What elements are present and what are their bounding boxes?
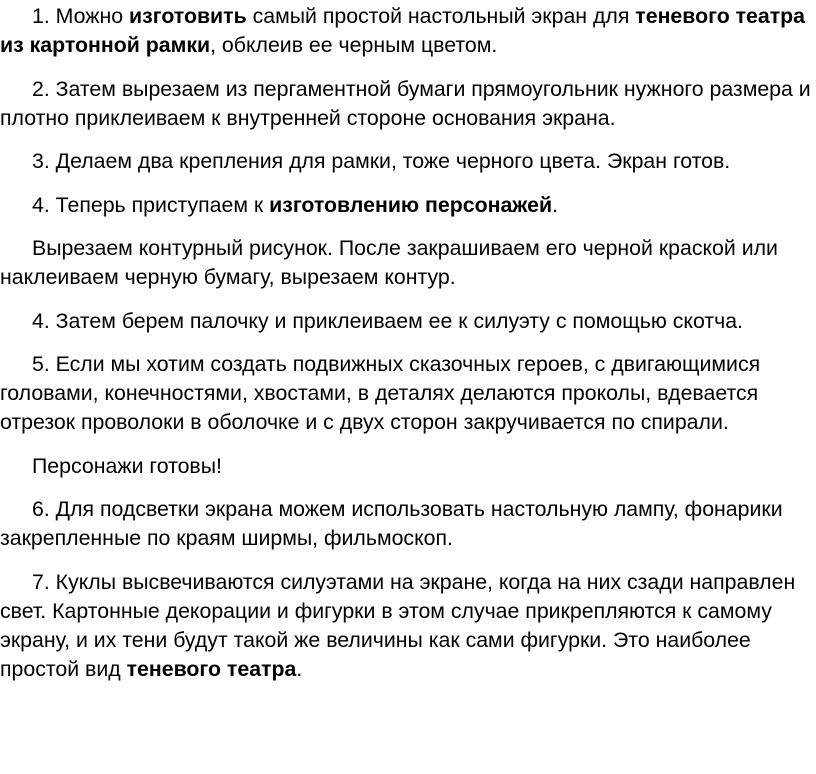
paragraph-9 — [0, 495, 812, 553]
paragraph-3 — [0, 147, 812, 176]
text-segment: 3. Делаем два крепления для рамки, тоже черного цвета. Экран готов. — [32, 149, 731, 173]
text-segment: 4. Затем берем палочку и приклеиваем ее к силуэту с помощью скотча. — [32, 308, 743, 333]
text-segment: 4. Теперь приступаем к — [32, 192, 270, 217]
text-segment: . — [552, 192, 558, 217]
text-segment: . — [296, 656, 303, 681]
text-segment: 5. Если мы хотим создать подвижных сказочных героев, с двигающимися головами, конечностями, хвостами, в деталях делаются проколы, вдевается отрезок проволоки в оболочке и с двух сторон закручивается по спирали. — [0, 352, 761, 434]
text-segment: 2. Затем вырезаем из пергаментной бумаги прямоугольник нужного размера и плотно приклеиваем к внутренней стороне основания экрана. — [0, 76, 811, 130]
bold-text-segment: теневого театра — [126, 656, 297, 681]
text-segment: 6. Для подсветки экрана можем использовать настольную лампу, фонарики закрепленные по краям ширмы, фильмоскоп. — [0, 497, 783, 550]
text-segment: 1. Можно — [32, 4, 130, 28]
bold-text-segment: изготовлению персонажей — [269, 192, 553, 217]
text-segment: Вырезаем контурный рисунок. После закрашиваем его черной краской или наклеиваем черную бумагу, вырезаем контур. — [0, 236, 778, 289]
paragraph-10 — [0, 568, 812, 684]
paragraph-2 — [0, 75, 812, 133]
text-segment: самый простой настольный экран для — [246, 4, 636, 28]
paragraph-1 — [0, 2, 812, 60]
text-segment: 7. Куклы высвечиваются силуэтами на экране, когда на них сзади направлен свет. Картонные декорации и фигурки в этом случае прикрепляются к самому экрану, и их тени будут такой же величины как сами фигурки. Это наиболее простой вид — [0, 569, 796, 681]
paragraph-8 — [0, 452, 812, 481]
bold-text-segment: теневого театра из картонной рамки — [0, 4, 806, 57]
text-segment: , обклеив ее черным цветом. — [210, 33, 498, 57]
paragraph-6 — [0, 307, 812, 336]
paragraph-4 — [0, 191, 812, 220]
paragraph-5 — [0, 234, 812, 292]
text-segment: Персонажи готовы! — [32, 453, 222, 478]
bold-text-segment: изготовить — [129, 4, 247, 28]
paragraph-7 — [0, 350, 812, 437]
